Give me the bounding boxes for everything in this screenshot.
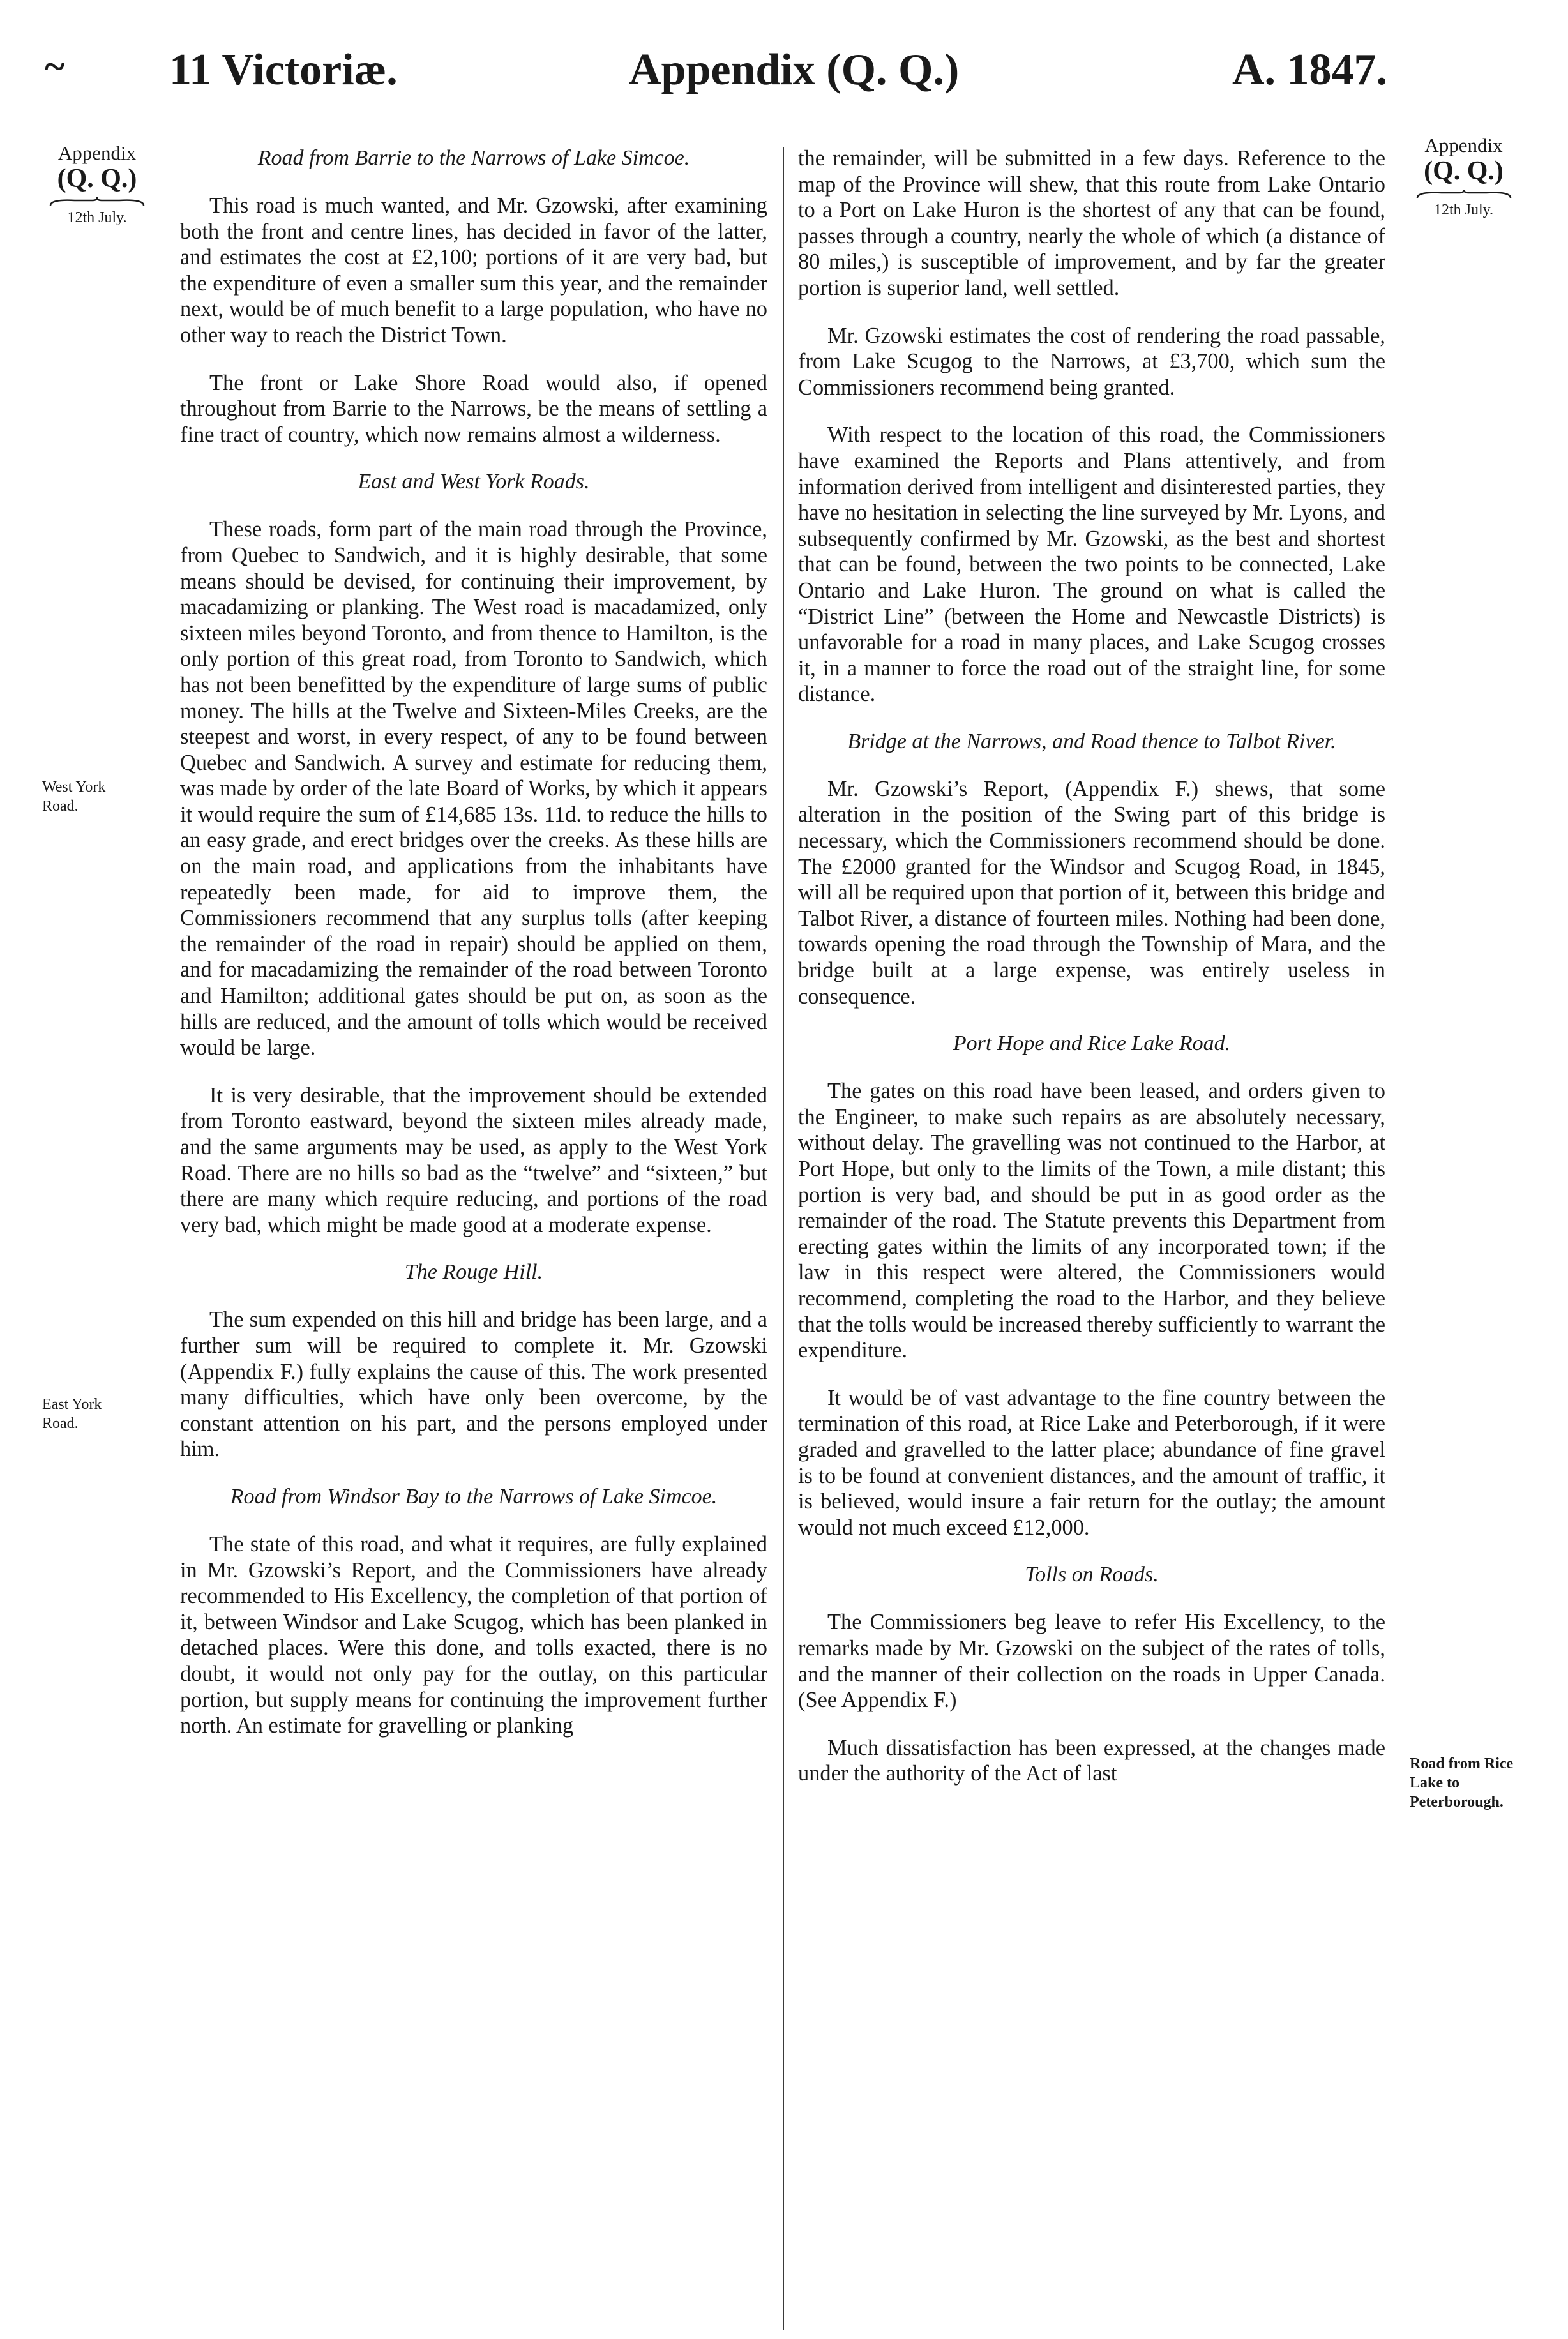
header-dash: ~: [45, 45, 65, 87]
paragraph: With respect to the location of this road, the Commissioners have examined the Reports and Plans attentively, and from information derived from intelligent and disinterested parties, they have no hesitation in selecting the line surveyed by Mr. Lyons, and subsequently confirmed by Mr. Gzowski, as the best and shortest that can be found, between the two points to be connected, Lake Ontario and Lake Huron. The ground on what is called the “District Line” (between the Home and Newcastle Districts) is unfavorable for a road in many places, and Lake Scugog crosses it, in a manner to force the road out of the straight line, for some distance.: [798, 423, 1385, 707]
paragraph: These roads, form part of the main road through the Province, from Quebec to Sandwich, and it is highly desirable, that some means should be devised, for continuing their improvement, by macadamizing or planking. The West road is macadamized, only sixteen miles beyond Toronto, and from thence to Hamilton, is the only portion of this great road, from Toronto to Sandwich, which has not been benefitted by the expenditure of large sums of public money. The hills at the Twelve and Sixteen-Miles Creeks, are the steepest and worst, in every respect, of any to be found between Quebec and Sandwich. A survey and estimate for reducing them, was made by order of the late Board of Works, by which it appears it would require the sum of £14,685 13s. 11d. to reduce the hills to an easy grade, and erect bridges over the creeks. As these hills are on the main road, and applications from the inhabitants have repeatedly been made, for aid to improve them, the Commissioners recommend that any surplus tolls (after keeping the remainder of the road in repair) should be applied on them, and for macadamizing the remainder of the road between Toronto and Hamilton; additional gates should be put on, as soon as the hills are reduced, and the amount of tolls which would be received would be large.: [180, 517, 767, 1060]
paragraph: The gates on this road have been leased, and orders given to the Engineer, to make such repairs as are absolutely necessary, without delay. The gravelling was not continued to the Harbor, at Port Hope, but only to the limits of the Town, a mile distant; this portion is very bad, and should be put in as good order as the remainder of the road. The Statute prevents this Department from erecting gates within the limits of any incorporated town; if the law in this respect were altered, the Commissioners would recommend, completing the road to the Harbor, and they believe that the tolls would be increased thereby sufficiently to warrant the expenditure.: [798, 1079, 1385, 1363]
section-heading-tolls: Tolls on Roads.: [1025, 1563, 1159, 1587]
paragraph: The sum expended on this hill and bridge has been large, and a further sum will be required to complete it. Mr. Gzowski (Appendix F.) fully explains the cause of this. The work presented many difficulties, which have only been overcome, by the constant attention on his part, and the persons employed under him.: [180, 1307, 767, 1462]
paragraph: The front or Lake Shore Road would also, if opened throughout from Barrie to the Narrows, be the means of settling a fine tract of country, which now remains almost a wilderness.: [180, 370, 767, 447]
header-session: 11 Victoriæ.: [169, 45, 398, 94]
margin-right-appendix-code: (Q. Q.): [1424, 156, 1504, 186]
margin-right-appendix: [1408, 134, 1519, 219]
left-column: [180, 146, 767, 1739]
paragraph: Much dissatisfaction has been expressed, at the changes made under the authority of the Act of last: [798, 1735, 1385, 1786]
paragraph: The Commissioners beg leave to refer His Excellency, to the remarks made by Mr. Gzowski on the subject of the rates of tolls, and the manner of their collection on the roads in Upper Canada. (See Appendix F.): [798, 1610, 1385, 1713]
paragraph: This road is much wanted, and Mr. Gzowski, after examining both the front and centre lines, has decided in favor of the latter, and estimates the cost at £2,100; portions of it are very bad, but the expenditure of even a smaller sum this year, and the remainder next, would be of much benefit to a large population, who have no other way to reach the District Town.: [180, 193, 767, 347]
header-year: A. 1847.: [1232, 45, 1388, 94]
paragraph: The state of this road, and what it requires, are fully explained in Mr. Gzowski’s Report, and the Commissioners have already recommended to His Excellency, the completion of that portion of it, between Windsor and Lake Scugog, which has been planked in detached places. Were this done, and tolls exacted, there is no doubt, it would not only pay for the outlay, on this particular portion, but supply means for continuing the improvement further north. An estimate for gravelling or planking: [180, 1531, 767, 1738]
section-heading-bridge-narrows: Bridge at the Narrows, and Road thence to Talbot River.: [847, 729, 1336, 753]
paragraph: Mr. Gzowski estimates the cost of rendering the road passable, from Lake Scugog to the Narrows, at £3,700, which sum the Commissioners recommend being granted.: [798, 323, 1385, 400]
margin-left-appendix-label: Appendix: [57, 142, 137, 164]
margin-left-appendix: [40, 142, 155, 227]
margin-right-brace: [1416, 189, 1512, 199]
column-divider: [783, 147, 784, 2330]
margin-left-brace: [49, 197, 145, 207]
section-heading-port-hope: Port Hope and Rice Lake Road.: [953, 1032, 1231, 1056]
section-heading-windsor-bay: Road from Windsor Bay to the Narrows of Lake Simcoe.: [230, 1484, 718, 1508]
header-appendix-title: Appendix (Q. Q.): [629, 45, 960, 94]
right-column: [798, 146, 1385, 1787]
margin-note-west-york: West York Road.: [42, 779, 106, 815]
section-heading-barrie-narrows: Road from Barrie to the Narrows of Lake Simcoe.: [257, 146, 690, 170]
margin-left-date: 12th July.: [67, 209, 127, 227]
paragraph: It is very desirable, that the improvement should be extended from Toronto eastward, beyond the sixteen miles already made, and the same arguments may be used, as apply to the West York Road. There are no hills so bad as the “twelve” and “sixteen,” but there are many which require reducing, and portions of the road very bad, which might be made good at a moderate expense.: [180, 1083, 767, 1237]
paragraph: It would be of vast advantage to the fine country between the termination of this road, at Rice Lake and Peterborough, if it were graded and gravelled to the latter place; abundance of fine gravel is to be found at convenient distances, and the amount of traffic, it is believed, would insure a fair return for the outlay; the amount would not much exceed £12,000.: [798, 1385, 1385, 1540]
section-heading-york-roads: East and West York Roads.: [358, 470, 590, 494]
margin-left-appendix-code: (Q. Q.): [57, 164, 137, 193]
margin-right-appendix-label: Appendix: [1424, 134, 1503, 156]
section-heading-rouge-hill: The Rouge Hill.: [404, 1260, 543, 1284]
margin-right-date: 12th July.: [1433, 202, 1494, 219]
paragraph: the remainder, will be submitted in a few days. Reference to the map of the Province will shew, that this route from Lake Ontario to a Port on Lake Huron is the shortest of any that can be found, passes through a country, nearly the whole of which (a distance of 80 miles,) is susceptible of improvement, and by far the greater portion is superior land, well settled.: [798, 146, 1385, 300]
paragraph: Mr. Gzowski’s Report, (Appendix F.) shews, that some alteration in the position of the Swing part of this bridge is necessary, which the Commissioners recommend should be done. The £2000 granted for the Windsor and Scugog Road, in 1845, will all be required upon that portion of it, between this bridge and Talbot River, a distance of fourteen miles. Nothing had been done, towards opening the road through the Township of Mara, and the bridge built at a large expense, was entirely useless in consequence.: [798, 776, 1385, 1009]
margin-note-rice-lake: Road from Rice Lake to Peterborough.: [1410, 1756, 1514, 1810]
margin-note-east-york: East York Road.: [42, 1396, 102, 1432]
